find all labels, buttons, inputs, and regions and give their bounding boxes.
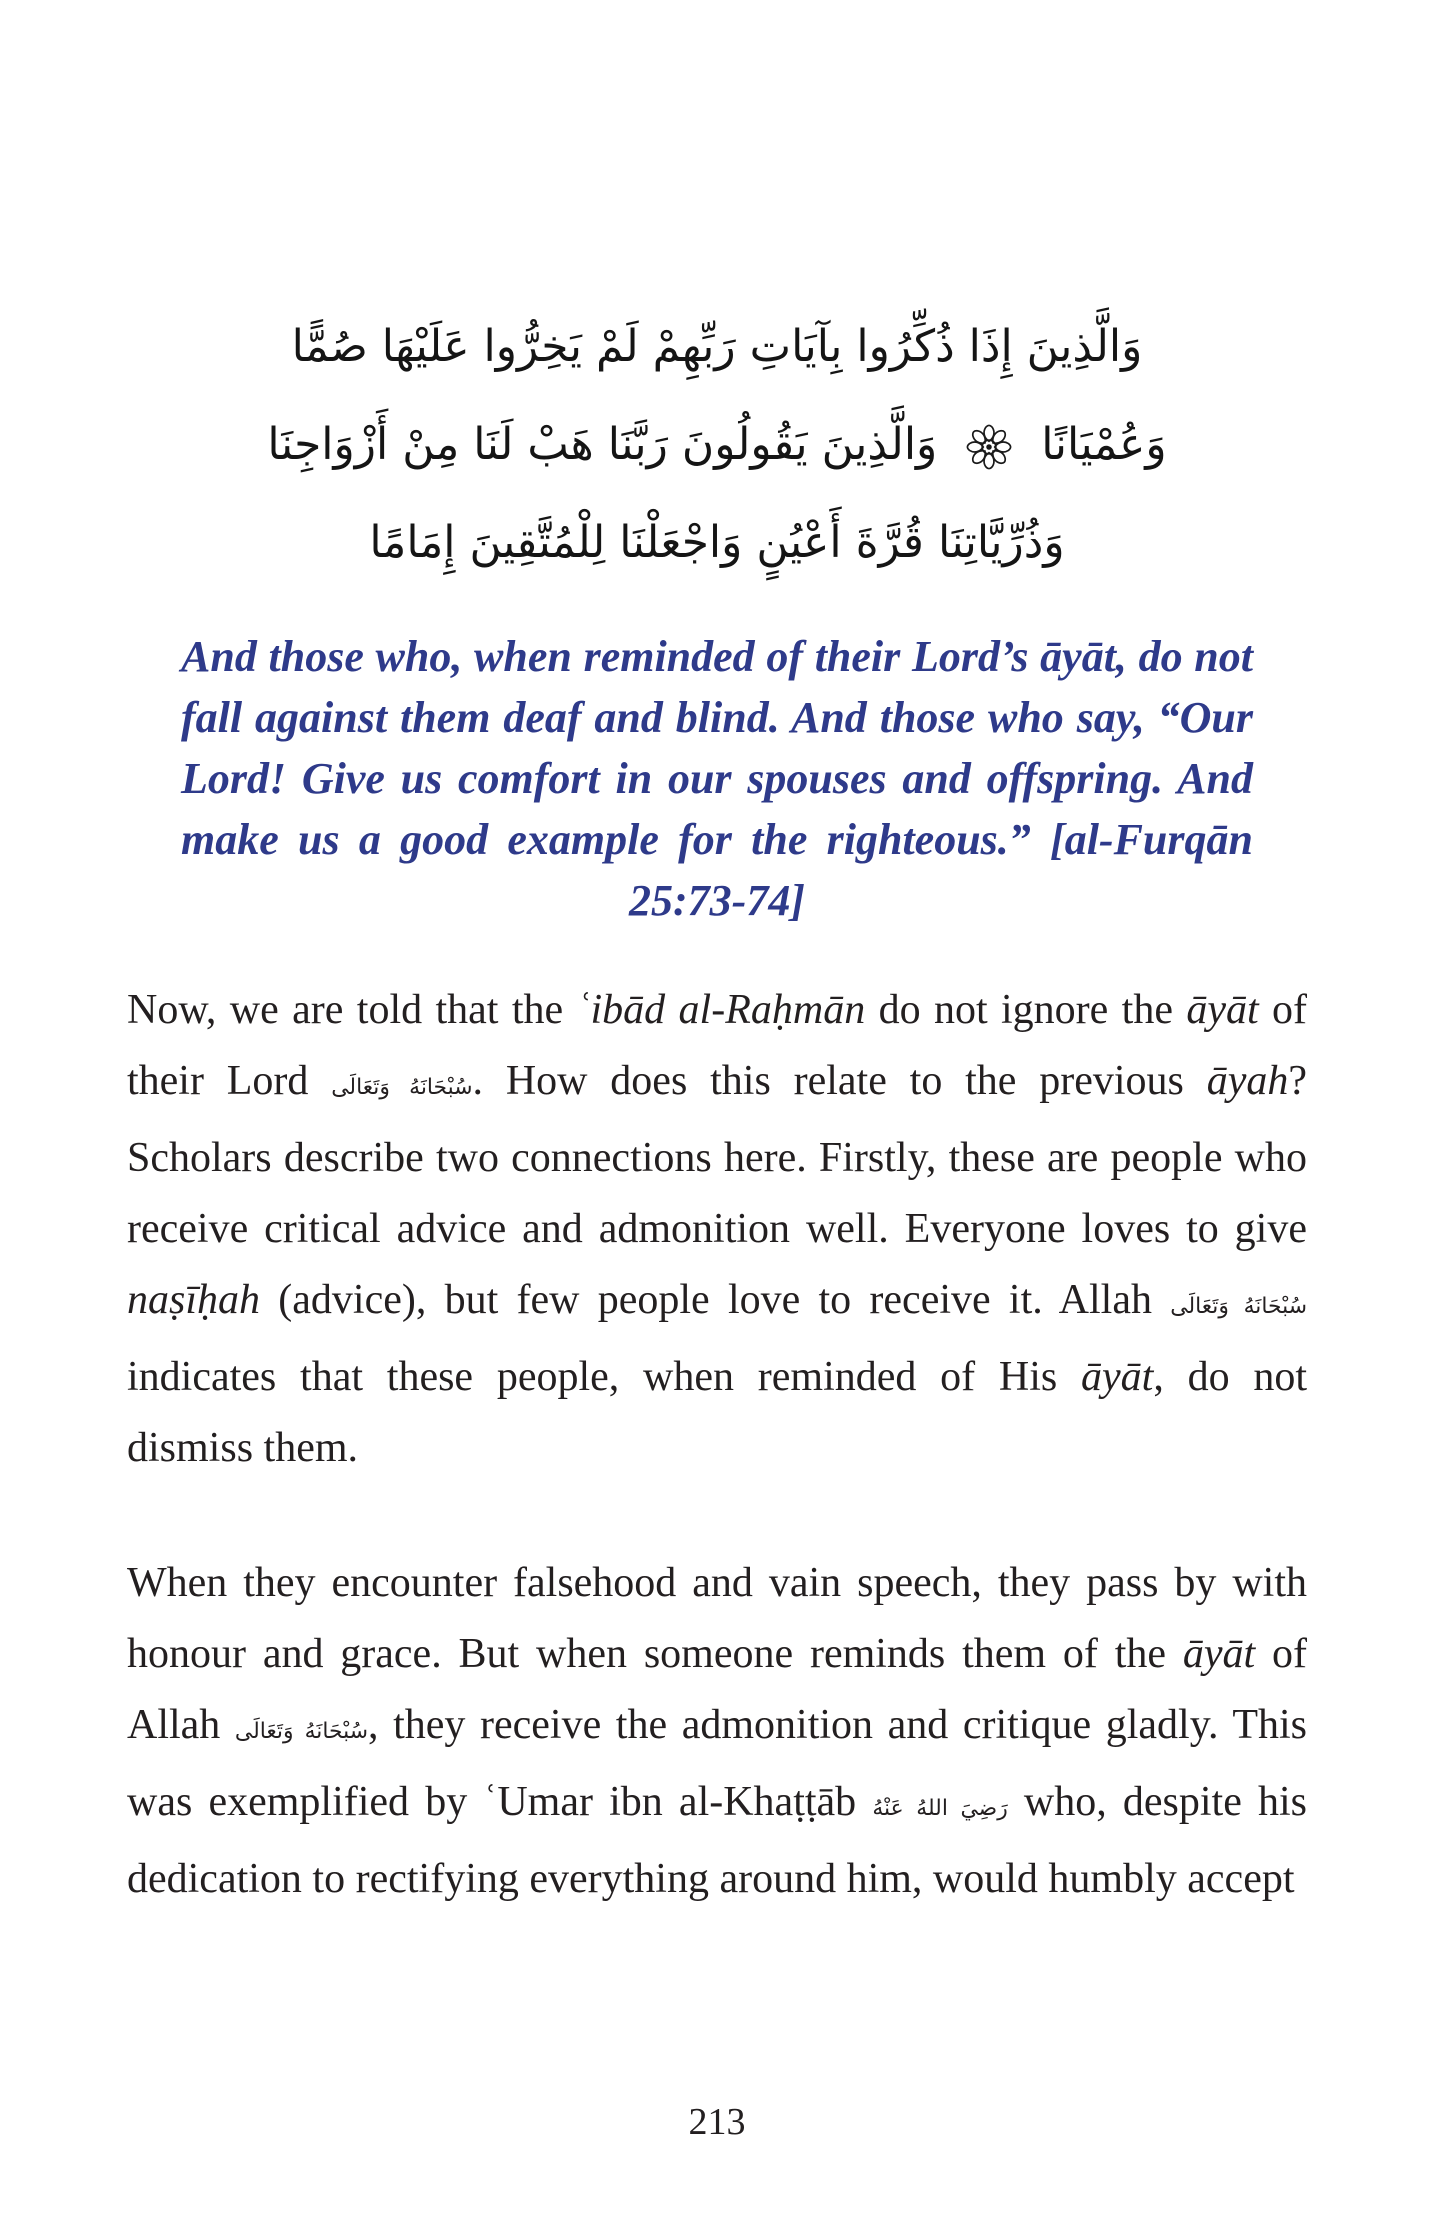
arabic-line-2 <box>0 396 1434 494</box>
body-text-run: , they receive the admonition and critique gladly. This was exemplified by ʿUmar ibn al-Khaṭṭāb <box>127 1702 1307 1825</box>
body-text-run: who, despite his dedication to rectifying everything around him, would humbly accept <box>127 1779 1308 1902</box>
arabic-text-before-divider: وَعُمْيَانًا <box>1041 419 1167 470</box>
transliterated-term: āyāt <box>1182 1631 1256 1677</box>
honorific-subhanahu-wa-taala-icon: سُبْحَانَهُ وَتَعَالَى <box>234 1719 368 1744</box>
arabic-line-1: وَالَّذِينَ إِذَا ذُكِّرُوا بِآيَاتِ رَبِّهِمْ لَمْ يَخِرُّوا عَلَيْهَا صُمًّا <box>291 321 1143 372</box>
body-text-run: of their Lord <box>127 987 1307 1104</box>
honorific-subhanahu-wa-taala-icon: سُبْحَانَهُ وَتَعَالَى <box>1170 1294 1307 1319</box>
honorific-subhanahu-wa-taala-icon: سُبْحَانَهُ وَتَعَالَى <box>331 1075 473 1100</box>
verse-translation: And those who, when reminded of their Lord’s āyāt, do not fall against them deaf and blind. And those who say, “Our Lord! Give us comfort in our spouses and offspring. And make us a good example for the righteous.” [al-Furqān 25:73-74] <box>181 632 1253 925</box>
transliterated-term: āyah <box>1206 1058 1289 1104</box>
honorific-radiyallahu-anhu-icon: رَضِيَ اللهُ عَنْهُ <box>872 1796 1008 1821</box>
transliterated-term: ʿibād al-Raḥmān <box>576 987 866 1033</box>
transliterated-term: āyāt <box>1186 987 1259 1033</box>
arabic-text-after-divider: وَالَّذِينَ يَقُولُونَ رَبَّنَا هَبْ لَنَا مِنْ أَزْوَاجِنَا <box>267 419 938 470</box>
body-text-run: indicates that these people, when reminded of His <box>127 1354 1081 1400</box>
body-text-run: , do not dismiss them. <box>127 1354 1308 1471</box>
body-text-run: (advice), but few people love to receive it. Allah <box>260 1277 1171 1323</box>
body-text-run: do not ignore the <box>865 987 1187 1033</box>
body-text-run: ? Scholars describe two connections here. Firstly, these are people who receive critical advice and admonition well. Everyone loves to give <box>127 1058 1308 1252</box>
transliterated-term: naṣīḥah <box>127 1277 261 1323</box>
body-text-run: When they encounter falsehood and vain speech, they pass by with honour and grace. But when someone reminds them of the <box>127 1560 1307 1677</box>
paragraph <box>127 975 1307 1484</box>
commentary-text <box>127 975 1307 1915</box>
page-number: 213 <box>688 2101 746 2143</box>
paragraph <box>127 1548 1307 1915</box>
verse-divider-rosette-icon <box>965 423 1013 471</box>
quran-verse-arabic <box>0 0 1434 592</box>
body-text-run: . How does this relate to the previous <box>472 1058 1207 1104</box>
arabic-line-3: وَذُرِّيَّاتِنَا قُرَّةَ أَعْيُنٍ وَاجْعَلْنَا لِلْمُتَّقِينَ إِمَامًا <box>369 517 1065 568</box>
transliterated-term: āyāt <box>1081 1354 1154 1400</box>
body-text-run: Now, we are told that the <box>127 987 577 1033</box>
body-text-run: of Allah <box>127 1631 1307 1748</box>
